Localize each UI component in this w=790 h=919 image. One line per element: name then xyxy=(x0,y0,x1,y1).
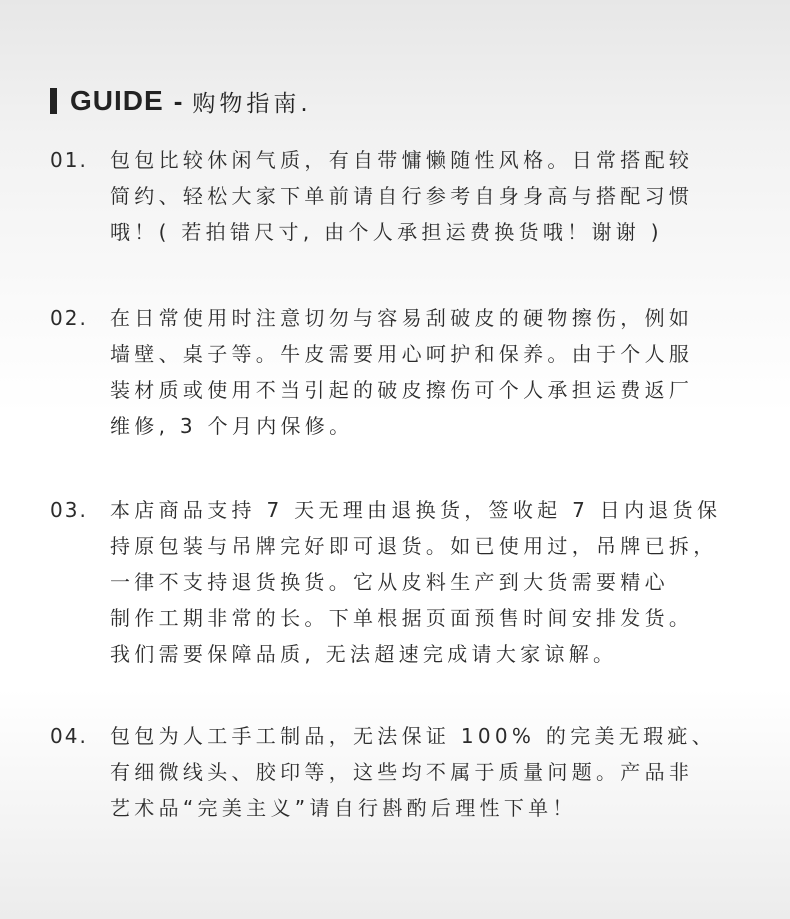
item-line: 制作工期非常的长。下单根据页面预售时间安排发货。 xyxy=(110,606,694,630)
item-line: 包包为人工手工制品，无法保证 100% 的完美无瑕疵、 xyxy=(110,724,716,748)
heading-bar-icon xyxy=(50,88,57,114)
item-line: 有细微线头、胶印等，这些均不属于质量问题。产品非 xyxy=(110,760,694,784)
item-number: 02. xyxy=(50,306,88,330)
item-line: 在日常使用时注意切勿与容易刮破皮的硬物擦伤，例如 xyxy=(110,306,694,330)
item-line: 包包比较休闲气质，有自带慵懒随性风格。日常搭配较 xyxy=(110,148,694,172)
item-text xyxy=(110,300,790,444)
item-text xyxy=(110,142,790,250)
item-line: 哦！( 若拍错尺寸, 由个人承担运费换货哦！谢谢 ) xyxy=(110,220,663,244)
item-line: 艺术品“完美主义”请自行斟酌后理性下单！ xyxy=(110,796,577,820)
heading-separator: - xyxy=(173,85,183,116)
item-line: 简约、轻松大家下单前请自行参考自身身高与搭配习惯 xyxy=(110,184,694,208)
item-line: 我们需要保障品质, 无法超速完成请大家谅解。 xyxy=(110,642,618,666)
item-line: 装材质或使用不当引起的破皮擦伤可个人承担运费返厂 xyxy=(110,378,694,402)
item-number: 03. xyxy=(50,498,88,522)
guide-heading xyxy=(50,84,312,118)
heading-subtitle: 购物指南. xyxy=(192,90,312,117)
item-line: 本店商品支持 7 天无理由退换货，签收起 7 日内退货保 xyxy=(110,498,722,522)
item-text xyxy=(110,718,790,826)
item-line: 墙壁、桌子等。牛皮需要用心呵护和保养。由于个人服 xyxy=(110,342,694,366)
item-line: 维修, 3 个月内保修。 xyxy=(110,414,354,438)
item-number: 04. xyxy=(50,724,88,748)
item-line: 一律不支持退货换货。它从皮料生产到大货需要精心 xyxy=(110,570,669,594)
item-text xyxy=(110,492,790,672)
item-number: 01. xyxy=(50,148,88,172)
heading-title: GUIDE xyxy=(70,85,164,116)
item-line: 持原包装与吊牌完好即可退货。如已使用过，吊牌已拆， xyxy=(110,534,718,558)
